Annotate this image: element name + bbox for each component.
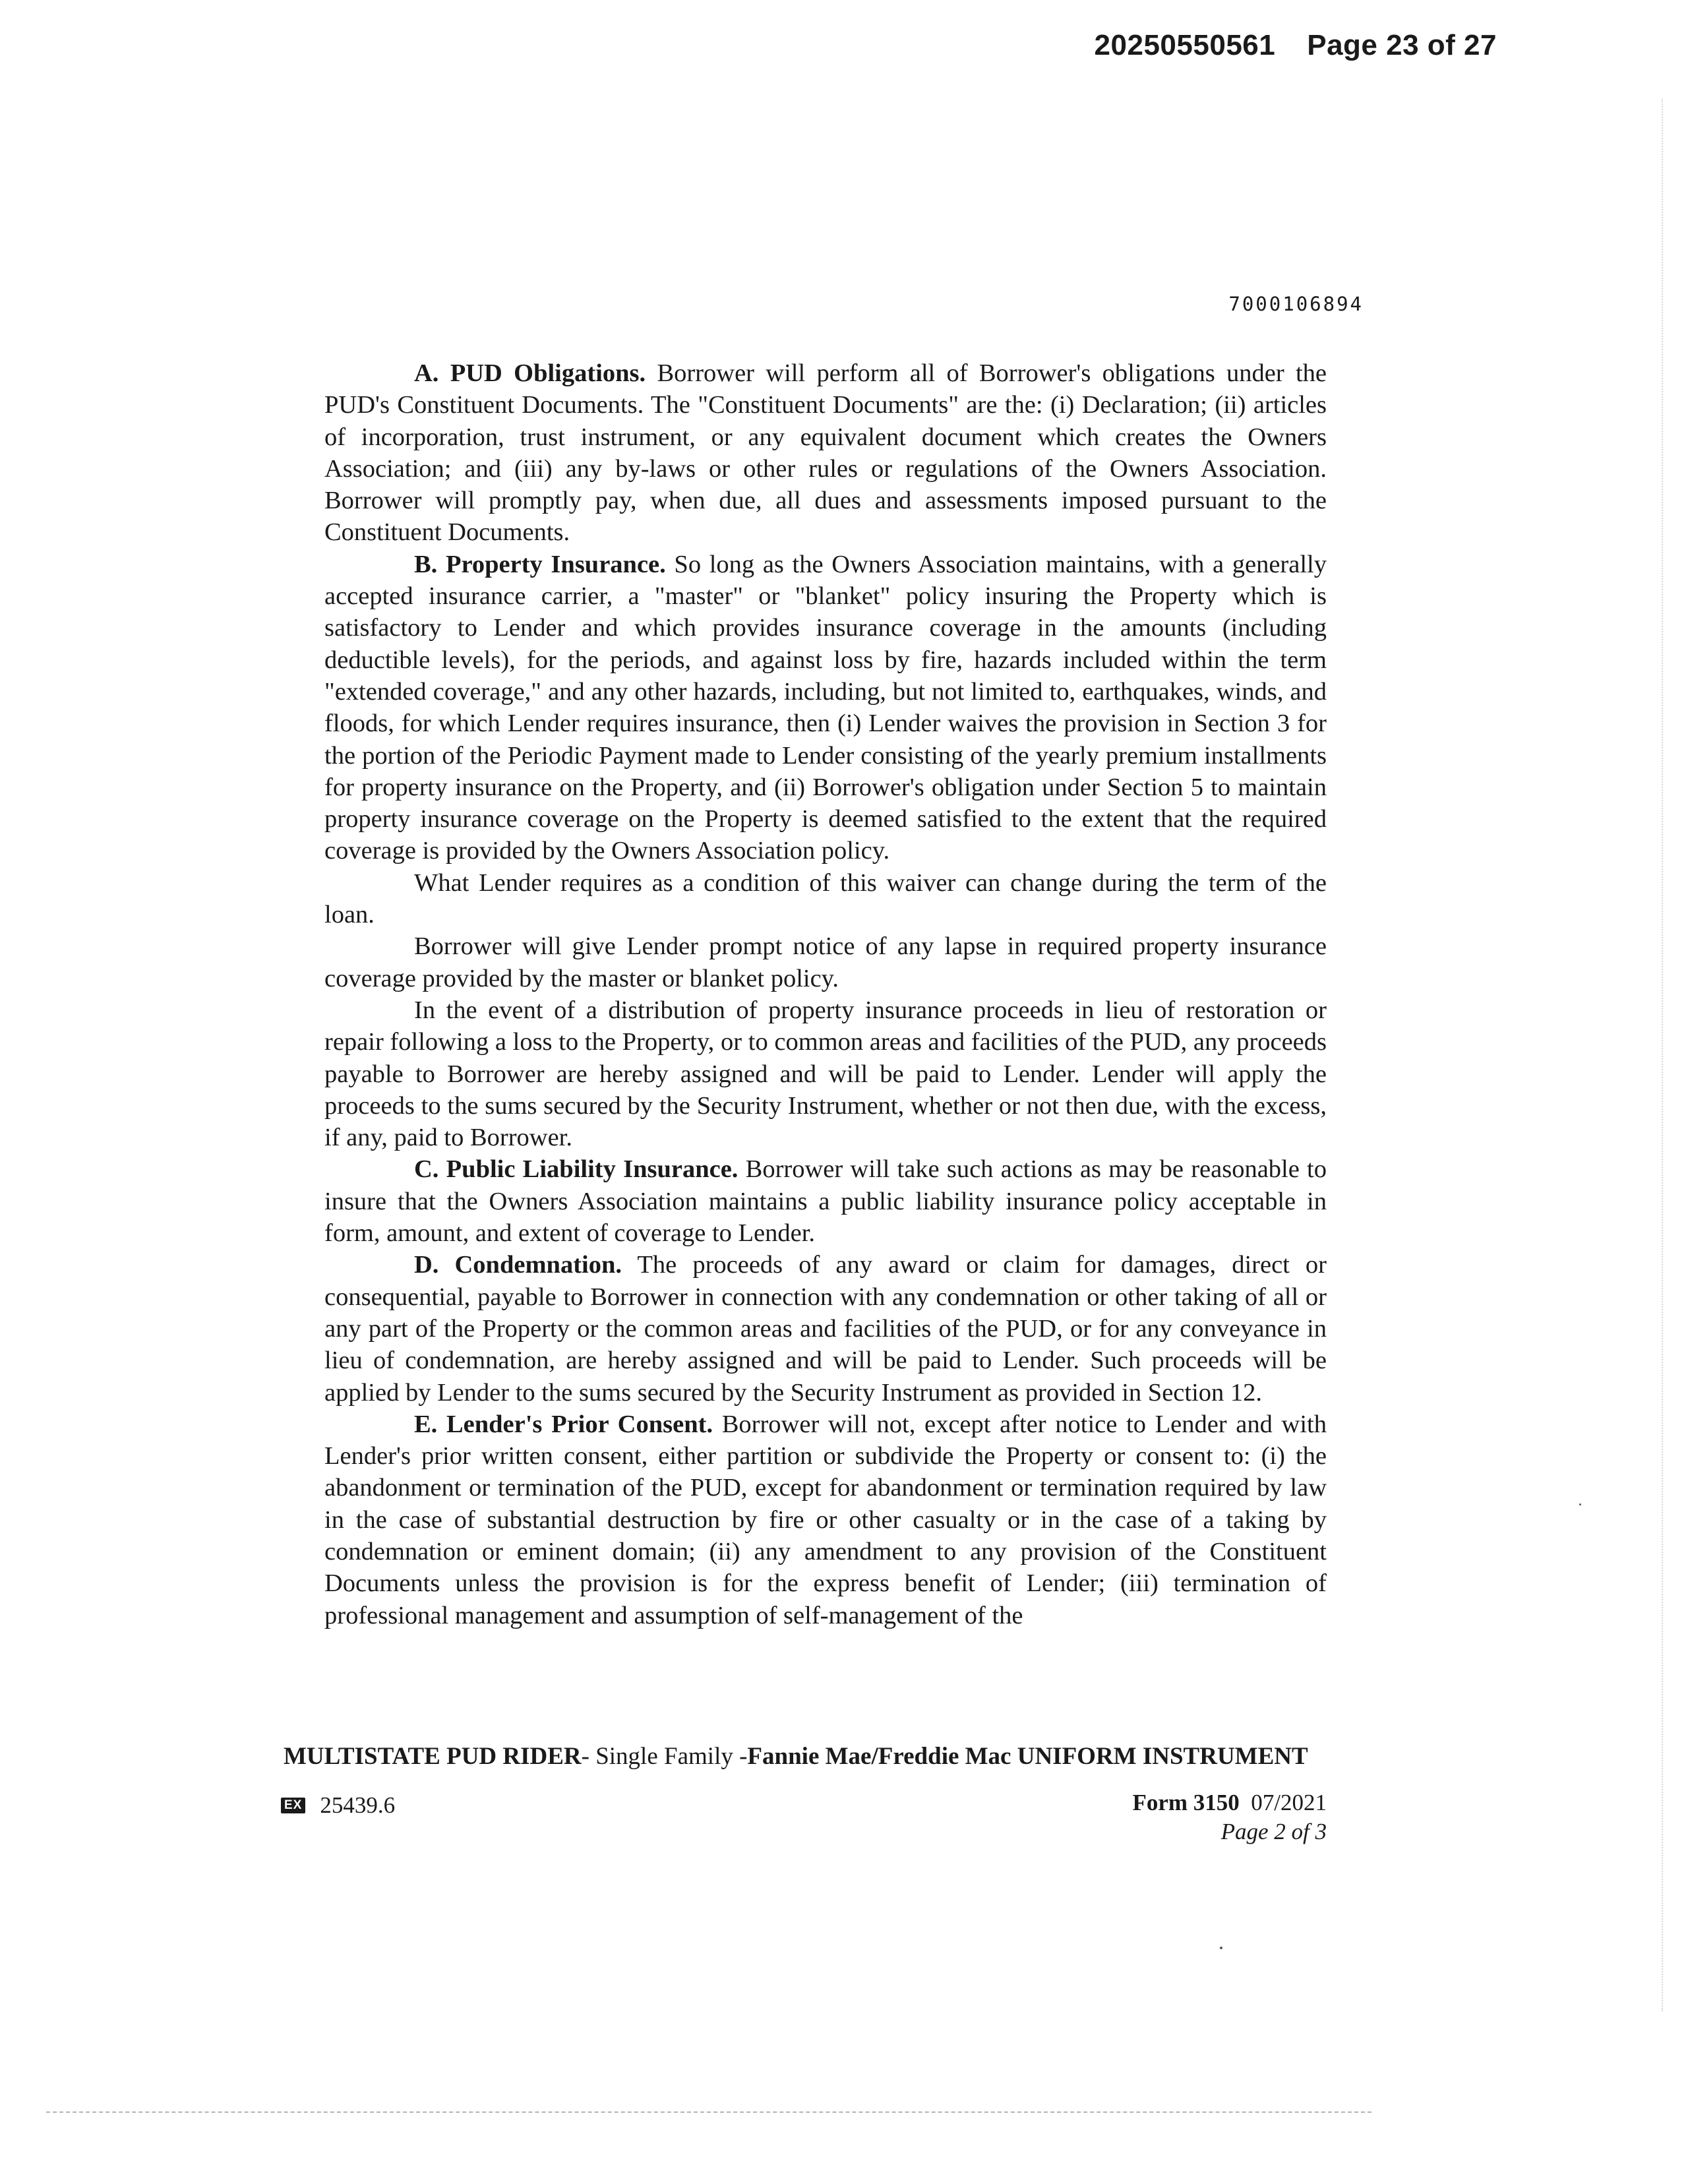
footer-form-code [281, 1792, 395, 1819]
footer-form-info [1132, 1788, 1327, 1846]
form-label: Form 3150 [1132, 1790, 1240, 1815]
section-b [324, 549, 1327, 867]
document-number: 20250550561 [1094, 29, 1276, 61]
form-line [1132, 1788, 1327, 1817]
section-e-heading: E. Lender's Prior Consent. [414, 1410, 713, 1438]
ex-logo-icon: EX [281, 1798, 305, 1813]
loan-number: 7000106894 [1228, 293, 1364, 315]
recording-stamp [1095, 29, 1497, 62]
footer-title-rider: MULTISTATE PUD RIDER [284, 1743, 582, 1770]
page-of-line [1132, 1817, 1327, 1846]
section-b-heading: B. Property Insurance. [414, 550, 666, 578]
footer-title [284, 1742, 1327, 1771]
section-b-text: So long as the Owners Association maintains, with a generally accepted insurance carrier, a "master" or "blanket" policy insuring the Property which is satisfactory to Lender and which provides insurance coverage in the amounts (including deductible levels), for the periods, and against loss by fire, hazards included within the term "extended coverage," and any other hazards, including, but not limited to, earthquakes, winds, and floods, for which Lender requires insurance, then (i) Lender waives the provision in Section 3 for the portion of the Periodic Payment made to Lender consisting of the yearly premium installments for property insurance on the Property, and (ii) Borrower's obligation under Section 5 to maintain property insurance coverage on the Property is deemed satisfied to the extent that the required coverage is provided by the Owners Association policy. [324, 550, 1327, 865]
scan-artifact-line [46, 2111, 1372, 2113]
section-c-text: Borrower will take such actions as may be reasonable to insure that the Owners Association maintains a public liability insurance policy acceptable in form, amount, and extent of coverage to Lender. [324, 1155, 1327, 1248]
section-c [324, 1153, 1327, 1249]
section-e [324, 1409, 1327, 1631]
scan-speck [1220, 1947, 1222, 1949]
form-code: 25439.6 [320, 1792, 396, 1818]
section-d-text: The proceeds of any award or claim for damages, direct or consequential, payable to Borrower in connection with any condemnation or other taking of all or any part of the Property or the common areas and facilities of the PUD, or for any conveyance in lieu of condemnation, are hereby assigned and will be paid to Lender. Such proceeds will be applied by Lender to the sums secured by the Security Instrument as provided in Section 12. [324, 1251, 1327, 1407]
footer-title-family: - Single Family - [581, 1743, 748, 1770]
section-b-proceeds-paragraph: In the event of a distribution of property insurance proceeds in lieu of restoration or repair following a loss to the Property, or to common areas and facilities of the PUD, any proceeds payable to Borrower are hereby assigned and will be paid to Lender. Lender will apply the proceeds to the sums secured by the Security Instrument, whether or not then due, with the excess, if any, paid to Borrower. [324, 996, 1327, 1152]
section-d [324, 1249, 1327, 1408]
section-b-notice-paragraph: Borrower will give Lender prompt notice of any lapse in required property insurance coverage provided by the master or blanket policy. [324, 932, 1327, 992]
rider-body [324, 357, 1327, 1631]
section-a-text: Borrower will perform all of Borrower's obligations under the PUD's Constituent Documents. The "Constituent Documents" are the: (i) Declaration; (ii) articles of incorporation, trust instrument, or any equivalent document which creates the Owners Association; and (iii) any by-laws or other rules or regulations of the Owners Association. Borrower will promptly pay, when due, all dues and assessments imposed pursuant to the Constituent Documents. [324, 359, 1327, 547]
section-b-waiver-paragraph: What Lender requires as a condition of this waiver can change during the term of the loan. [324, 868, 1327, 929]
section-a-heading: A. PUD Obligations. [414, 359, 646, 387]
page-of: Page 2 of 3 [1221, 1819, 1327, 1844]
section-d-heading: D. Condemnation. [414, 1251, 622, 1279]
recording-page-label: Page 23 of 27 [1307, 29, 1497, 61]
scan-speck [1579, 1503, 1581, 1505]
section-e-text: Borrower will not, except after notice to Lender and with Lender's prior written consent, either partition or subdivide the Property or consent to: (i) the abandonment or termination of the PUD, except for abandonment or termination required by law in the case of substantial destruction by fire or other casualty or in the case of a taking by condemnation or eminent domain; (ii) any amendment to any provision of the Constituent Documents unless the provision is for the express benefit of Lender; (iii) termination of professional management and assumption of self-management of the [324, 1410, 1327, 1629]
section-c-heading: C. Public Liability Insurance. [414, 1155, 738, 1184]
section-a [324, 357, 1327, 549]
footer-title-instrument: Fannie Mae/Freddie Mac UNIFORM INSTRUMENT [747, 1743, 1308, 1770]
scan-edge-artifact [1662, 99, 1663, 2011]
form-date: 07/2021 [1251, 1790, 1327, 1815]
